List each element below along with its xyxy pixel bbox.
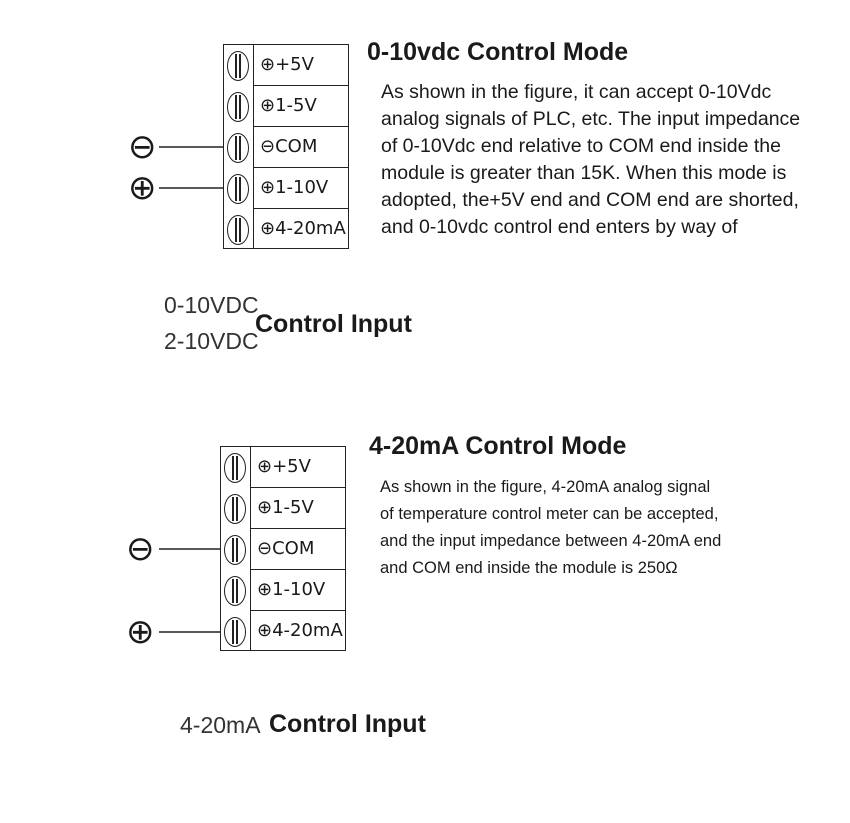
wire-positive-icon: ⊕ <box>128 168 157 208</box>
wire-positive-icon: ⊕ <box>126 612 155 652</box>
screw-icon <box>224 576 246 606</box>
description-line: As shown in the figure, it can accept 0-10Vdc <box>381 81 772 103</box>
screw-icon <box>224 617 246 647</box>
description-line: and COM end inside the module is 250Ω <box>380 559 678 577</box>
description-line: and 0-10vdc control end enters by way of <box>381 216 738 238</box>
screw-column <box>221 447 251 650</box>
section-2-description <box>380 474 721 582</box>
screw-icon <box>224 535 246 565</box>
terminal-label-com: ⊖COM <box>254 127 348 168</box>
terminal-label-com: ⊖COM <box>251 529 345 570</box>
terminal-block-2 <box>220 446 346 651</box>
section-1-title: 0-10vdc Control Mode <box>367 38 629 66</box>
description-line: adopted, the+5V end and COM end are shorted, <box>381 189 799 211</box>
description-line: of temperature control meter can be accepted, <box>380 505 719 523</box>
terminal-label-1-5v: ⊕1-5V <box>251 488 345 529</box>
description-line: of 0-10Vdc end relative to COM end inside the <box>381 135 781 157</box>
wire-negative-icon: ⊖ <box>128 127 157 167</box>
description-line: module is greater than 15K. When this mode is <box>381 162 787 184</box>
terminal-label-plus5v: ⊕+5V <box>251 447 345 488</box>
description-line: and the input impedance between 4-20mA end <box>380 532 722 550</box>
terminal-label-1-10v: ⊕1-10V <box>254 168 348 209</box>
screw-icon <box>224 453 246 483</box>
terminal-label-4-20ma: ⊕4-20mA <box>257 620 343 641</box>
description-line: analog signals of PLC, etc. The input impedance <box>381 108 801 130</box>
terminal-label-4-20ma: ⊕4-20mA <box>260 218 346 239</box>
caption-range-0-10vdc: 0-10VDC <box>164 292 259 318</box>
terminal-label-1-5v: ⊕1-5V <box>254 86 348 127</box>
section-2-title: 4-20mA Control Mode <box>369 432 627 460</box>
terminal-label-plus5v: ⊕+5V <box>254 45 348 86</box>
caption-control-input-1: Control Input <box>255 310 412 338</box>
terminal-label-1-10v: ⊕1-10V <box>251 570 345 611</box>
description-line: As shown in the figure, 4-20mA analog signal <box>380 478 711 496</box>
caption-range-4-20ma: 4-20mA <box>180 712 261 738</box>
wire-negative-icon: ⊖ <box>126 529 155 569</box>
caption-range-2-10vdc: 2-10VDC <box>164 328 259 354</box>
screw-icon <box>224 494 246 524</box>
caption-control-input-2: Control Input <box>269 710 426 738</box>
